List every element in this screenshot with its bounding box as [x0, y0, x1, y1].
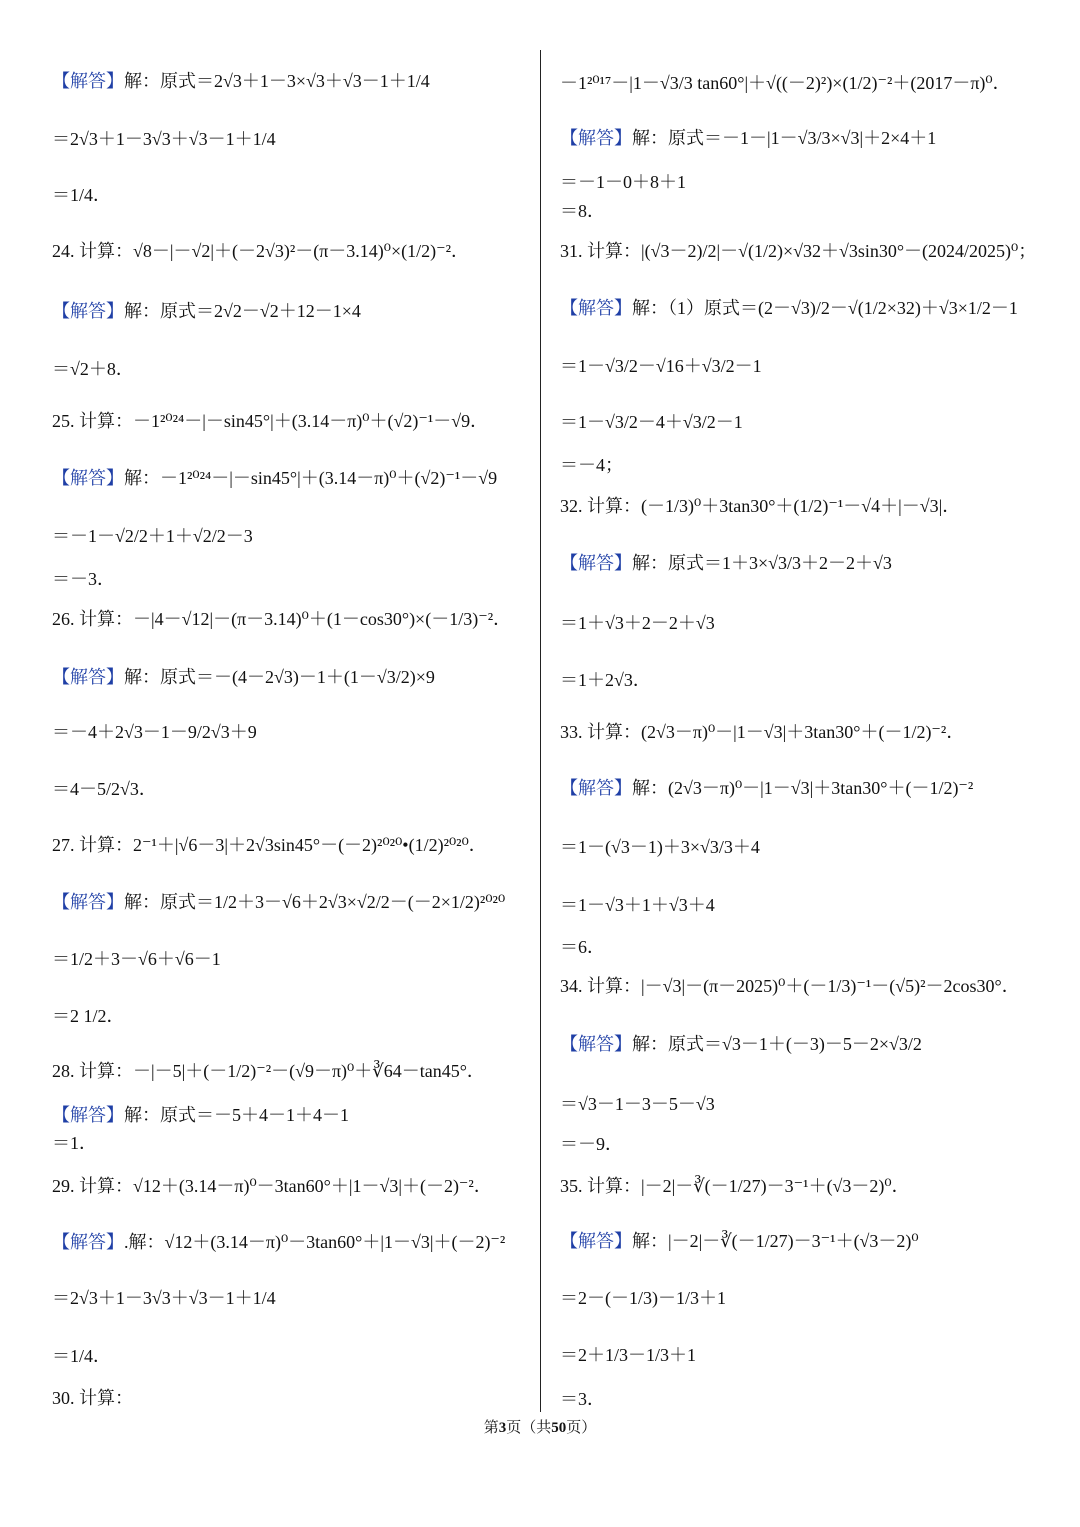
- page-footer: [0, 1418, 1080, 1438]
- solution-line: [52, 300, 361, 322]
- line-text: 33. 计算：(2√3－π)⁰－|1－√3|＋3tan30°＋(－1/2)⁻²．: [560, 722, 965, 742]
- answer-tag: 【解答】: [52, 468, 124, 488]
- footer-prefix: 第: [483, 1420, 499, 1436]
- line-text: ＝2√3＋1－3√3＋√3－1＋1/4: [52, 1288, 276, 1308]
- answer-tag: 【解答】: [560, 1231, 632, 1251]
- line-text: ＝－3．: [52, 569, 115, 589]
- answer-tag: 【解答】: [560, 128, 632, 148]
- math-line: [560, 240, 1036, 262]
- line-text: ＝－1－0＋8＋1: [560, 172, 686, 192]
- math-line: [52, 184, 111, 206]
- line-text: ＝2－(－1/3)－1/3＋1: [560, 1288, 726, 1308]
- line-text: 30. 计算：: [52, 1388, 133, 1408]
- footer-suffix: 页）: [566, 1420, 597, 1436]
- math-line: [52, 608, 511, 630]
- line-text: 解：原式＝1＋3×√3/3＋2－2＋√3: [632, 553, 892, 573]
- math-line: [52, 1175, 492, 1197]
- math-line: [560, 1133, 623, 1155]
- line-text: ＝1－(√3－1)＋3×√3/3＋4: [560, 837, 760, 857]
- line-text: 解：原式＝－(4－2√3)－1＋(1－√3/2)×9: [124, 667, 435, 687]
- math-line: [560, 936, 605, 958]
- math-line: [560, 836, 760, 858]
- line-text: ＝1．: [52, 1133, 97, 1153]
- line-text: 31. 计算：|(√3－2)/2|－√(1/2)×√32＋√3sin30°－(2024/2025)⁰；: [560, 241, 1037, 261]
- line-text: ＝1/4．: [52, 185, 112, 205]
- math-line: [52, 568, 115, 590]
- solution-line: [560, 127, 936, 149]
- line-text: ＝4－5/2√3．: [52, 779, 157, 799]
- line-text: ＝－4；: [560, 455, 623, 475]
- line-text: 解：原式＝－1－|1－√3/3×√3|＋2×4＋1: [632, 128, 937, 148]
- answer-tag: 【解答】: [52, 1105, 124, 1125]
- footer-page-number: 3: [498, 1420, 507, 1436]
- line-text: ＝1＋√3＋2－2＋√3: [560, 613, 715, 633]
- line-text: ＝√2＋8．: [52, 359, 134, 379]
- line-text: ＝2√3＋1－3√3＋√3－1＋1/4: [52, 129, 276, 149]
- math-line: [52, 525, 253, 547]
- line-text: 28. 计算：－|－5|＋(－1/2)⁻²－(√9－π)⁰＋∛64－tan45°．: [52, 1061, 485, 1081]
- math-line: [560, 894, 715, 916]
- answer-tag: 【解答】: [560, 778, 632, 798]
- math-line: [52, 410, 488, 432]
- math-line: [52, 1387, 133, 1409]
- footer-mid: 页（共: [506, 1420, 552, 1436]
- column-divider: [540, 50, 541, 1412]
- solution-line: [52, 1104, 349, 1126]
- solution-line: [560, 1230, 919, 1252]
- math-line: [560, 721, 964, 743]
- math-line: [52, 834, 487, 856]
- math-line: [52, 1287, 276, 1309]
- line-text: 26. 计算：－|4－√12|－(π－3.14)⁰＋(1－cos30°)×(－1/3)⁻²．: [52, 609, 512, 629]
- line-text: ＝8．: [560, 201, 605, 221]
- solution-line: [52, 666, 435, 688]
- math-line: [560, 1093, 715, 1115]
- math-line: [52, 948, 221, 970]
- line-text: 解：原式＝√3－1＋(－3)－5－2×√3/2: [632, 1034, 922, 1054]
- line-text: －1²⁰¹⁷－|1－√3/3 tan60°|＋√((－2)²)×(1/2)⁻²＋(2017－π)⁰．: [560, 73, 1011, 93]
- line-text: ＝6．: [560, 937, 605, 957]
- line-text: ＝1－√3/2－4＋√3/2－1: [560, 412, 743, 432]
- line-text: ＝√3－1－3－5－√3: [560, 1094, 715, 1114]
- math-line: [560, 1388, 605, 1410]
- line-text: 解：原式＝－5＋4－1＋4－1: [124, 1105, 349, 1125]
- line-text: 解：(2√3－π)⁰－|1－√3|＋3tan30°＋(－1/2)⁻²: [632, 778, 974, 798]
- footer-total-pages: 50: [551, 1420, 567, 1436]
- math-line: [560, 411, 743, 433]
- solution-line: [52, 70, 430, 92]
- line-text: ＝1＋2√3．: [560, 670, 651, 690]
- answer-tag: 【解答】: [560, 298, 632, 318]
- answer-tag: 【解答】: [560, 1034, 632, 1054]
- line-text: ＝－9．: [560, 1134, 623, 1154]
- math-line: [560, 454, 623, 476]
- line-text: 解：原式＝2√3＋1－3×√3＋√3－1＋1/4: [124, 71, 430, 91]
- line-text: 解：原式＝1/2＋3－√6＋2√3×√2/2－(－2×1/2)²⁰²⁰: [124, 892, 506, 912]
- line-text: ＝1－√3＋1＋√3＋4: [560, 895, 715, 915]
- line-text: ＝2 1/2．: [52, 1006, 125, 1026]
- solution-line: [560, 1033, 922, 1055]
- line-text: 27. 计算：2⁻¹＋|√6－3|＋2√3sin45°－(－2)²⁰²⁰•(1/2)²⁰²⁰．: [52, 835, 487, 855]
- solution-line: [52, 1231, 505, 1253]
- line-text: ＝－4＋2√3－1－9/2√3＋9: [52, 722, 257, 742]
- line-text: ＝－1－√2/2＋1＋√2/2－3: [52, 526, 253, 546]
- math-line: [560, 669, 651, 691]
- solution-line: [560, 552, 892, 574]
- line-text: 32. 计算：(－1/3)⁰＋3tan30°＋(1/2)⁻¹－√4＋|－√3|．: [560, 496, 961, 516]
- answer-tag: 【解答】: [52, 71, 124, 91]
- answer-tag: 【解答】: [52, 892, 124, 912]
- math-line: [560, 612, 715, 634]
- math-line: [560, 171, 686, 193]
- line-text: ＝1/4．: [52, 1346, 112, 1366]
- line-text: 29. 计算：√12＋(3.14－π)⁰－3tan60°＋|1－√3|＋(－2)⁻²．: [52, 1176, 492, 1196]
- math-line: [52, 1005, 125, 1027]
- answer-tag: 【解答】: [52, 301, 124, 321]
- answer-tag: 【解答】: [560, 553, 632, 573]
- line-text: ＝1/2＋3－√6＋√6－1: [52, 949, 221, 969]
- math-line: [560, 975, 1020, 997]
- math-line: [52, 778, 157, 800]
- line-text: 24. 计算：√8－|－√2|＋(－2√3)²－(π－3.14)⁰×(1/2)⁻²．: [52, 241, 470, 261]
- math-line: [52, 1132, 97, 1154]
- line-text: ＝3．: [560, 1389, 605, 1409]
- math-line: [52, 128, 276, 150]
- solution-line: [52, 891, 505, 913]
- solution-line: [52, 467, 497, 489]
- solution-line: [560, 297, 1018, 319]
- math-line: [52, 240, 469, 262]
- line-text: 25. 计算：－1²⁰²⁴－|－sin45°|＋(3.14－π)⁰＋(√2)⁻¹－√9．: [52, 411, 489, 431]
- math-line: [560, 1344, 696, 1366]
- math-line: [560, 495, 960, 517]
- line-text: ＝2＋1/3－1/3＋1: [560, 1345, 697, 1365]
- solution-line: [560, 777, 973, 799]
- math-line: [560, 355, 762, 377]
- line-text: ＝1－√3/2－√16＋√3/2－1: [560, 356, 762, 376]
- line-text: 解：－1²⁰²⁴－|－sin45°|＋(3.14－π)⁰＋(√2)⁻¹－√9: [124, 468, 498, 488]
- line-text: 解：原式＝2√2－√2＋12－1×4: [124, 301, 361, 321]
- math-line: [560, 200, 605, 222]
- math-line: [560, 1287, 726, 1309]
- math-line: [52, 358, 134, 380]
- math-line: [560, 72, 1011, 94]
- line-text: .解：√12＋(3.14－π)⁰－3tan60°＋|1－√3|＋(－2)⁻²: [124, 1232, 506, 1252]
- math-line: [560, 1175, 910, 1197]
- math-line: [52, 1345, 111, 1367]
- math-line: [52, 721, 257, 743]
- line-text: 解：（1）原式＝(2－√3)/2－√(1/2×32)＋√3×1/2－1: [632, 298, 1018, 318]
- line-text: 34. 计算：|－√3|－(π－2025)⁰＋(－1/3)⁻¹－(√5)²－2cos30°．: [560, 976, 1020, 996]
- line-text: 解：|－2|－∛(－1/27)－3⁻¹＋(√3－2)⁰: [632, 1231, 919, 1251]
- answer-tag: 【解答】: [52, 667, 124, 687]
- answer-tag: 【解答】: [52, 1232, 124, 1252]
- line-text: 35. 计算：|－2|－∛(－1/27)－3⁻¹＋(√3－2)⁰．: [560, 1176, 910, 1196]
- math-line: [52, 1060, 485, 1082]
